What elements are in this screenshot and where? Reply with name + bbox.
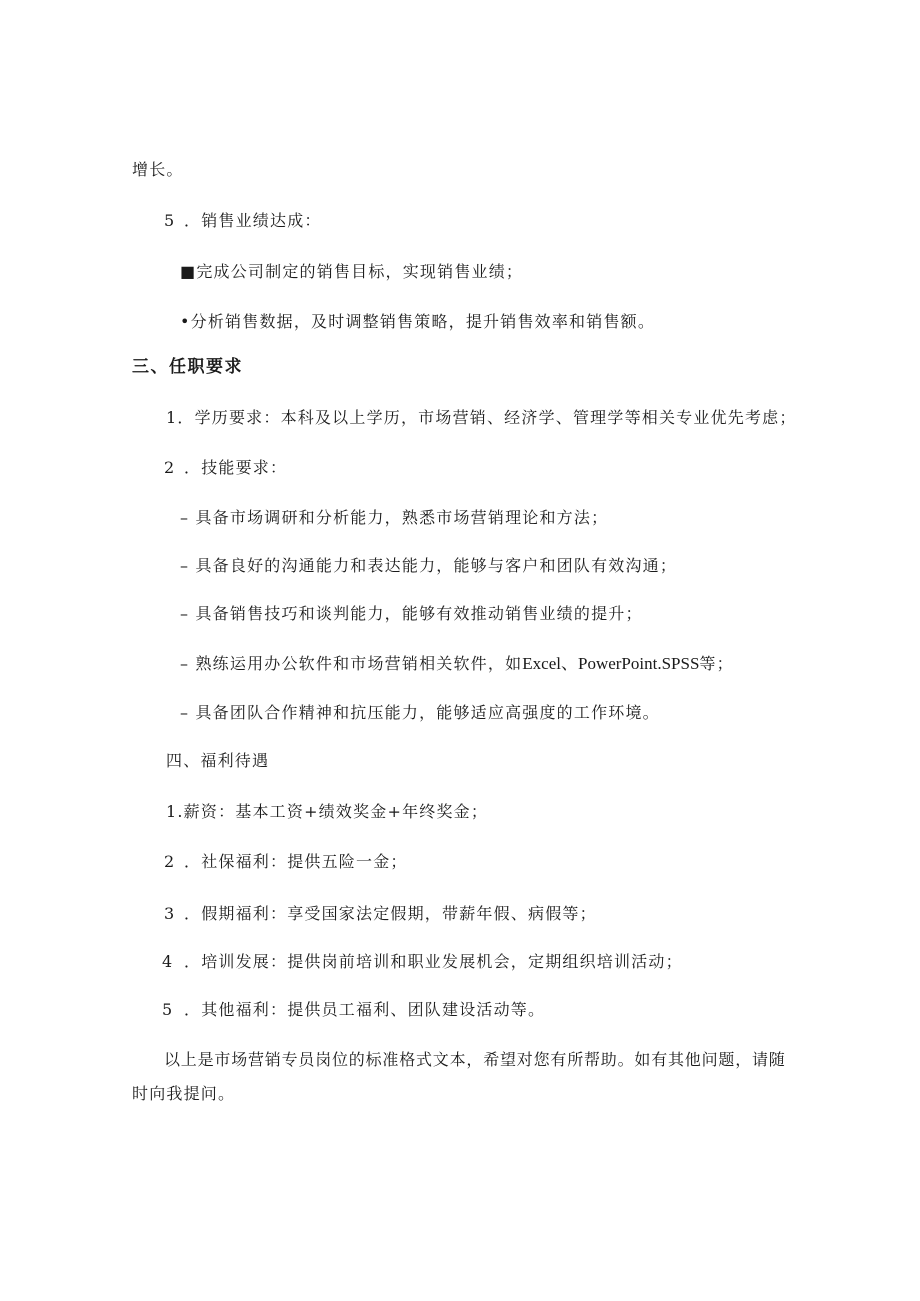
list-number: 4: [162, 952, 174, 971]
list-item-other-benefits: [162, 1000, 545, 1020]
list-number: 2: [164, 852, 176, 871]
bullet-item: ■完成公司制定的销售目标，实现销售业绩；: [180, 262, 524, 281]
paragraph-continuation: 增长。: [132, 160, 184, 179]
closing-paragraph-line: 以上是市场营销专员岗位的标准格式文本，希望对您有所帮助。如有其他问题，请随: [164, 1050, 786, 1069]
skill-item: – 具备良好的沟通能力和表达能力，能够与客户和团队有效沟通；: [180, 556, 678, 575]
list-item-label: ．假期福利：享受国家法定假期，带薪年假、病假等；: [184, 904, 597, 923]
list-item-training: [162, 952, 683, 972]
list-number: 5: [162, 1000, 174, 1019]
list-item-salary: 1.薪资：基本工资+绩效奖金+年终奖金；: [166, 802, 489, 821]
skill-item: – 具备销售技巧和谈判能力，能够有效推动销售业绩的提升；: [180, 604, 643, 623]
software-names: Excel、PowerPoint.SPSS: [522, 654, 700, 673]
bullet-item: •分析销售数据，及时调整销售策略，提升销售效率和销售额。: [180, 312, 656, 331]
list-item-education: 1．学历要求：本科及以上学历，市场营销、经济学、管理学等相关专业优先考虑；: [166, 408, 797, 427]
list-item-holidays: [164, 904, 597, 924]
list-item-label: ．社保福利：提供五险一金；: [184, 852, 408, 871]
list-item-label: ．技能要求：: [184, 458, 288, 477]
list-item-label: ．销售业绩达成：: [184, 211, 322, 230]
list-item-skills: [164, 458, 287, 478]
list-number: 2: [164, 458, 176, 477]
list-number: 3: [164, 904, 176, 923]
list-item-label: ．其他福利：提供员工福利、团队建设活动等。: [184, 1000, 546, 1019]
skill-item: – 具备团队合作精神和抗压能力，能够适应高强度的工作环境。: [180, 703, 660, 722]
skill-item: [180, 654, 734, 674]
list-item-label: ．培训发展：提供岗前培训和职业发展机会，定期组织培训活动；: [184, 952, 683, 971]
skill-item: – 具备市场调研和分析能力，熟悉市场营销理论和方法；: [180, 508, 609, 527]
list-item-sales-performance: [164, 211, 322, 231]
closing-paragraph-line: 时向我提问。: [132, 1084, 236, 1103]
skill-item-text: – 熟练运用办公软件和市场营销相关软件，如: [180, 654, 523, 673]
skill-item-suffix: 等；: [699, 654, 734, 673]
list-item-social-insurance: [164, 852, 408, 872]
list-number: 5: [164, 211, 176, 230]
section-heading: 三、任职要求: [132, 357, 243, 377]
section-heading: 四、福利待遇: [166, 751, 270, 770]
